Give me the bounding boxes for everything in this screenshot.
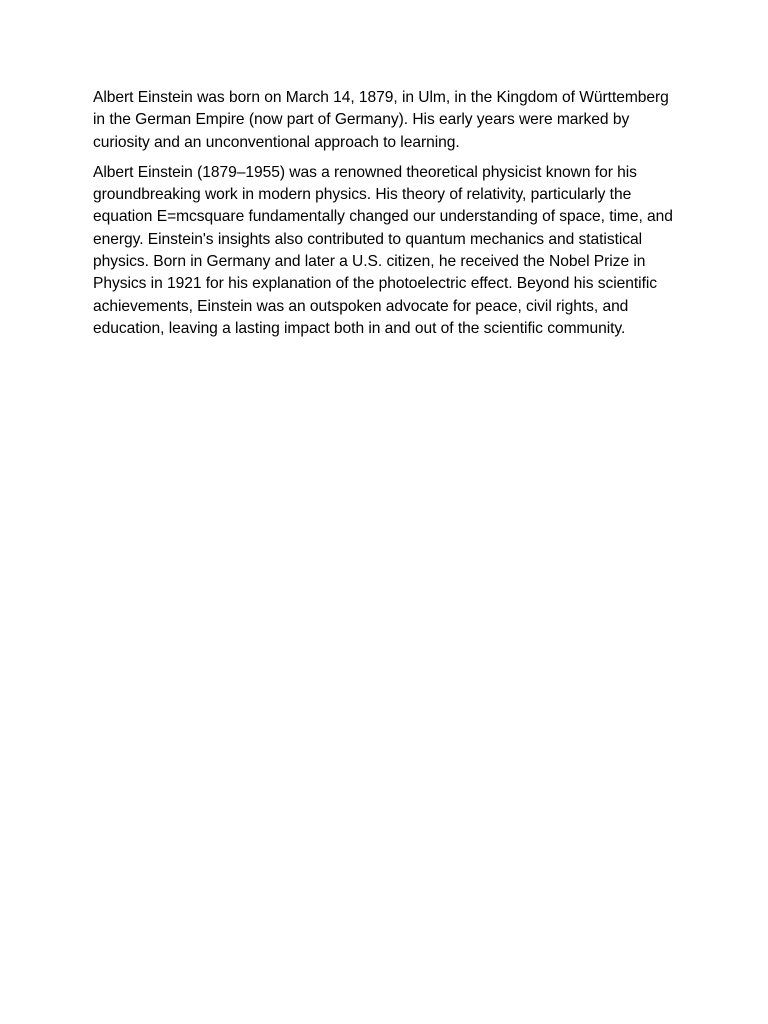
document-body: [93, 87, 678, 348]
paragraph-birth: Albert Einstein was born on March 14, 1879, in Ulm, in the Kingdom of Württemberg in the German Empire (now part of Germany). His early years were marked by curiosity and an unconventional approach to learning.: [93, 89, 669, 151]
paragraph-biography: Albert Einstein (1879–1955) was a renowned theoretical physicist known for his groundbreaking work in modern physics. His theory of relativity, particularly the equation E=mcsquare fundamentally changed our understanding of space, time, and energy. Einstein's insights also contributed to quantum mechanics and statistical physics. Born in Germany and later a U.S. citizen, he received the Nobel Prize in Physics in 1921 for his explanation of the photoelectric effect. Beyond his scientific achievements, Einstein was an outspoken advocate for peace, civil rights, and education, leaving a lasting impact both in and out of the scientific community.: [93, 163, 673, 337]
